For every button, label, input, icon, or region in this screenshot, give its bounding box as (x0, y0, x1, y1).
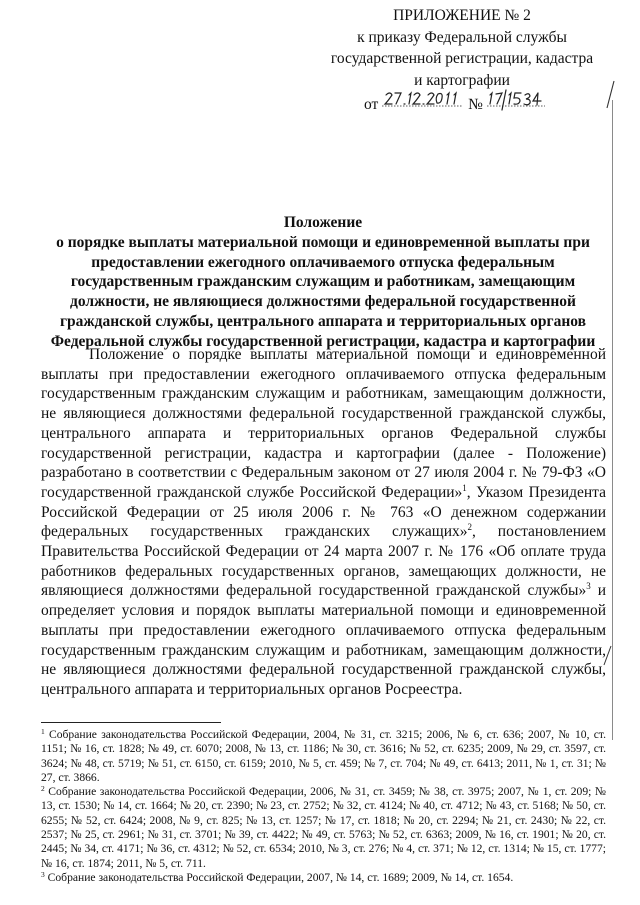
footnote-mark: 3 (41, 869, 45, 879)
footnote-ref-1: 1 (462, 482, 467, 493)
order-reference-line-3: и картографии (414, 71, 510, 89)
footnote-text: Собрание законодательства Российской Федерации, 2007, № 14, ст. 1689; 2009, № 14, ст. 1654. (44, 870, 514, 884)
body-text-part-2: , Указом Президента Российской Федерации от 25 июля 2006 г. № 763 «О денежном содержании федеральных государственных гражданских служащих» (41, 483, 606, 541)
title-line-5: должности, не являющиеся должностями федеральной государственной (70, 293, 576, 311)
footnote-separator (41, 722, 221, 723)
signature-tick-icon (604, 80, 616, 110)
title-line-7: Федеральной службы государственной регистрации, кадастра и картографии (50, 332, 596, 350)
handwritten-number (487, 91, 547, 109)
date-prefix: от (364, 96, 379, 113)
footnote-1 (41, 728, 606, 785)
footnote-ref-3: 3 (586, 581, 591, 592)
body-paragraph (41, 345, 606, 700)
footnote-mark: 2 (41, 784, 45, 794)
scan-edge-line (612, 100, 613, 740)
body-text-part-1: Положение о порядке выплаты материальной помощи и единовременной выплаты при предоставлении ежегодного оплачиваемого отпуска федеральным государственным гражданским служащим и работникам, замещающим должности, не являющиеся должностями федеральной государственной гражданской службы, центрального аппарата и территориальных органов Федеральной службы государственной регистрации, кадастра и картографии (далее - Положение) разработано в соответствии с Федеральным законом от 27 июля 2004 г. № 79-ФЗ «О государственной гражданской службе Российской Федерации» (41, 346, 606, 501)
title-line-6: гражданской службы, центрального аппарата и территориальных органов (60, 312, 586, 330)
order-reference-line-1: к приказу Федеральной службы (357, 28, 567, 46)
handwritten-number-icon (487, 89, 547, 111)
footnote-ref-2: 2 (467, 522, 472, 533)
order-date-number-line (312, 91, 612, 116)
appendix-number: ПРИЛОЖЕНИЕ № 2 (393, 7, 531, 24)
handwritten-date-icon (382, 89, 464, 109)
body-text-part-4: и определяет условия и порядок выплаты материальной помощи и единовременной выплаты при предоставлении ежегодного оплачиваемого отпуска федеральным государственным гражданским служащим и работникам, замещающим должности, не являющиеся должностями федеральной государственной гражданской службы, центрального аппарата и территориальных органов Росреестра. (41, 582, 607, 698)
footnote-2 (41, 785, 606, 871)
handwritten-date (382, 91, 464, 109)
footnote-text: Собрание законодательства Российской Федерации, 2004, № 31, ст. 3215; 2006, № 6, ст. 636; 2007, № 10, ст. 1151; № 16, ст. 1828; № 49, ст. 6070; 2008, № 13, ст. 1186; № 30, ст. 3616; № 52, ст. 6235; 2009, № 29, ст. 3597, ст. 3624; № 48, ст. 5719; № 51, ст. 6150, ст. 6159; 2010, № 5, ст. 459; № 7, ст. 704; № 49, ст. 6413; 2011, № 1, ст. 31; № 27, ст. 3866. (41, 728, 606, 784)
footnotes (41, 728, 606, 885)
footnote-mark: 1 (41, 727, 45, 736)
footnote-text: Собрание законодательства Российской Федерации, 2006, № 31, ст. 3459; № 38, ст. 3975; 2007, № 1, ст. 209; № 13, ст. 1530; № 14, ст. 1664; № 20, ст. 2390; № 23, ст. 2752; № 32, ст. 4124; № 40, ст. 4712; № 43, ст. 5168; № 50, ст. 6255; № 52, ст. 6424; 2008, № 9, ст. 825; № 13, ст. 1257; № 17, ст. 1818; № 20, ст. 2294; № 21, ст. 2430; № 22, ст. 2537; № 25, ст. 2961; № 31, ст. 3701; № 39, ст. 4422; № 49, ст. 5763; № 52, ст. 6363; 2009, № 16, ст. 1901; № 20, ст. 2445; № 34, ст. 4171; № 36, ст. 4312; № 52, ст. 6534; 2010, № 3, ст. 276; № 4, ст. 371; № 12, ст. 1314; № 15, ст. 1777; № 16, ст. 1874; 2011, № 5, ст. 711. (41, 785, 606, 870)
title-line-4: государственным гражданским служащим и работникам, замещающим (70, 273, 576, 291)
title-line-1: Положение (283, 214, 363, 231)
order-reference-line-2: государственной регистрации, кадастра (330, 50, 594, 67)
title-line-3: предоставлении ежегодного оплачиваемого отпуска федеральным (91, 253, 555, 271)
document-title (40, 213, 606, 352)
title-line-2: о порядке выплаты материальной помощи и единовременной выплаты при (56, 233, 590, 251)
appendix-header (312, 5, 612, 116)
footnote-3 (41, 871, 606, 885)
number-prefix: № (468, 96, 483, 113)
body-text-part-3: , постановлением Правительства Российской Федерации от 24 марта 2007 г. № 176 «Об оплате труда работников федеральных государственных органов, замещающих должности, не являющиеся должностями федеральной государственной гражданской службы» (41, 523, 606, 600)
